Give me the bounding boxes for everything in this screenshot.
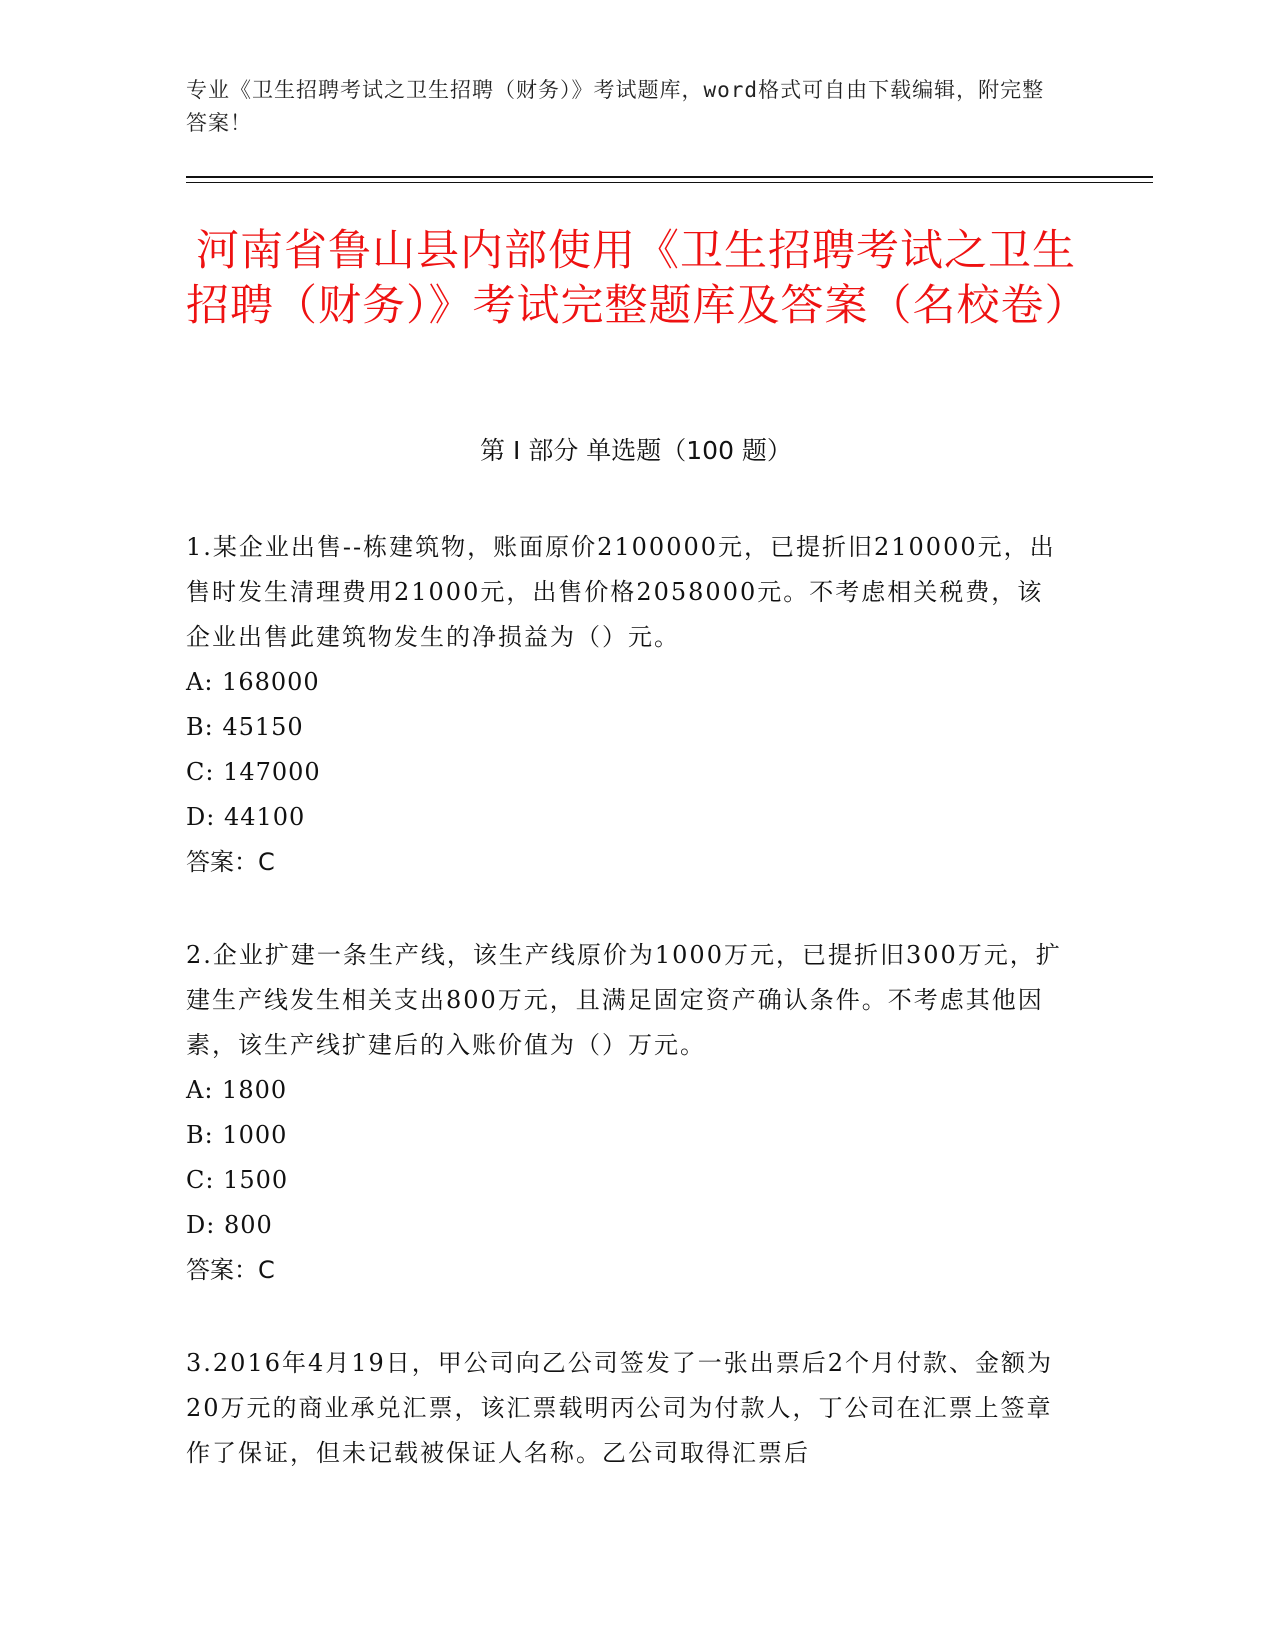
option-a: A: 168000 <box>186 668 320 696</box>
question-block <box>186 933 1066 1293</box>
option-b: B: 1000 <box>186 1121 288 1149</box>
section-title: 第 I 部分 单选题（100 题） <box>480 436 792 465</box>
option-d: D: 800 <box>186 1211 273 1239</box>
question-block <box>186 1341 1066 1476</box>
option-a: A: 1800 <box>186 1076 288 1104</box>
option-b: B: 45150 <box>186 713 304 741</box>
option-c: C: 147000 <box>186 758 321 786</box>
question-stem: 3.2016年4月19日，甲公司向乙公司签发了一张出票后2个月付款、金额为20万元的商业承兑汇票，该汇票载明丙公司为付款人，丁公司在汇票上签章作了保证，但未记载被保证人名称。乙公司取得汇票后 <box>186 1349 1054 1467</box>
document-title: 河南省鲁山县内部使用《卫生招聘考试之卫生招聘（财务）》考试完整题库及答案（名校卷） <box>186 226 1089 331</box>
option-c: C: 1500 <box>186 1166 289 1194</box>
question-stem: 1.某企业出售--栋建筑物，账面原价2100000元，已提折旧210000元，出售时发生清理费用21000元，出售价格2058000元。不考虑相关税费，该企业出售此建筑物发生的净损益为（）元。 <box>186 533 1056 651</box>
answer: 答案：C <box>186 848 275 876</box>
header-divider-thick <box>186 176 1153 178</box>
header-divider-thin <box>186 182 1153 183</box>
question-stem: 2.企业扩建一条生产线，该生产线原价为1000万元，已提折旧300万元，扩建生产线发生相关支出800万元，且满足固定资产确认条件。不考虑其他因素，该生产线扩建后的入账价值为（）万元。 <box>186 941 1062 1059</box>
question-block <box>186 525 1066 885</box>
answer: 答案：C <box>186 1256 275 1284</box>
header-note: 专业《卫生招聘考试之卫生招聘（财务）》考试题库，word格式可自由下载编辑，附完整答案！ <box>186 78 1045 135</box>
option-d: D: 44100 <box>186 803 306 831</box>
